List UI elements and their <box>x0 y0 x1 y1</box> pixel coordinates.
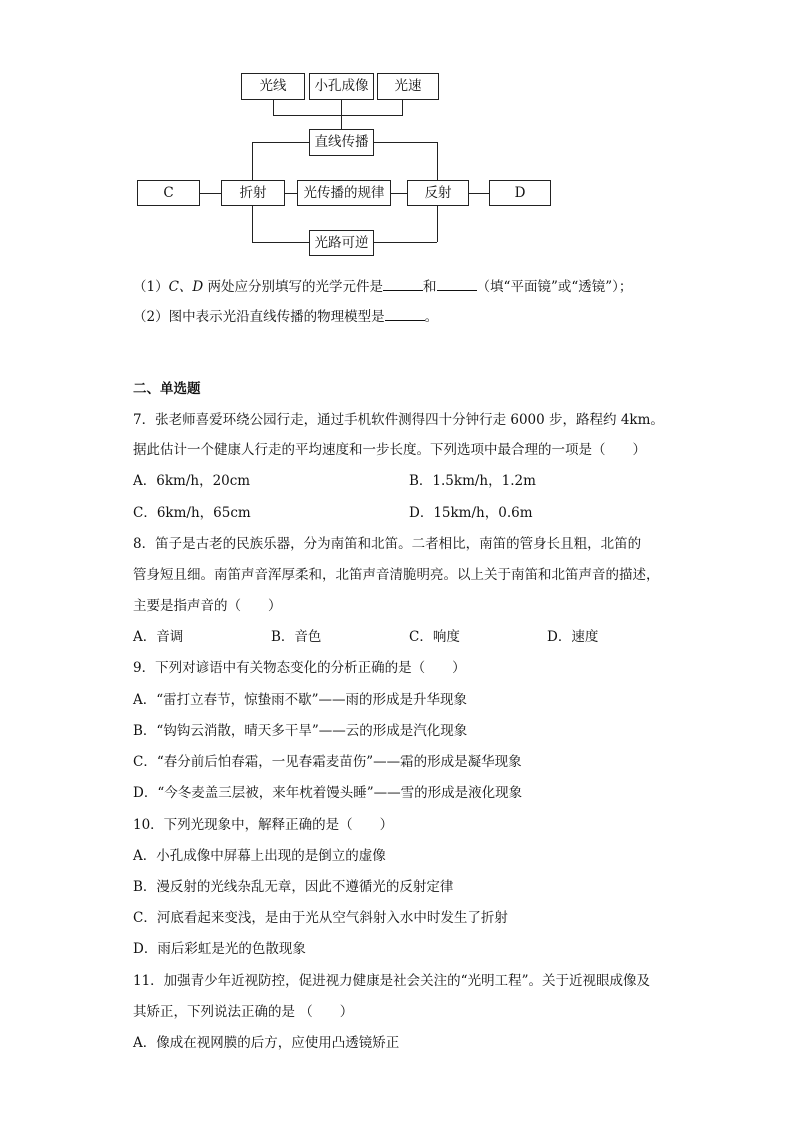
q10-option-a[interactable]: A．小孔成像中屏幕上出现的是倒立的虚像 <box>133 848 386 864</box>
q8-option-c[interactable]: C．响度 <box>409 629 460 645</box>
connector-line <box>469 193 489 194</box>
answer-blank[interactable] <box>437 276 477 291</box>
box-pinhole-imaging: 小孔成像 <box>309 73 374 100</box>
connector-line <box>273 99 274 115</box>
box-light-ray: 光线 <box>241 73 305 100</box>
box-straight-propagation: 直线传播 <box>309 129 374 156</box>
q7-stem-line2: 据此估计一个健康人行走的平均速度和一步长度。下列选项中最合理的一项是（ ） <box>133 442 646 458</box>
q6-sub1-number: （1） <box>133 279 169 295</box>
connector-line <box>285 193 297 194</box>
q8-stem-line3: 主要是指声音的（ ） <box>133 598 282 614</box>
connector-line <box>199 193 221 194</box>
q8-stem-line1: 8．笛子是古老的民族乐器，分为南笛和北笛。二者相比，南笛的管身长且粗，北笛的 <box>133 536 642 552</box>
connector-line <box>252 142 310 143</box>
q8-option-b[interactable]: B．音色 <box>271 629 322 645</box>
q6-sub1-text: 两处应分别填写的光学元件是 <box>203 279 384 295</box>
box-c: C <box>137 180 200 206</box>
q11-option-a[interactable]: A．像成在视网膜的后方，应使用凸透镜矫正 <box>133 1035 400 1051</box>
q6-sub2 <box>133 306 438 327</box>
q6-sub2-text: （2）图中表示光沿直线传播的物理模型是 <box>133 309 385 325</box>
q7-option-a[interactable]: A．6km/h，20cm <box>133 473 251 489</box>
box-reversible-path: 光路可逆 <box>309 230 374 256</box>
q10-option-d[interactable]: D．雨后彩虹是光的色散现象 <box>133 941 306 957</box>
q9-option-c[interactable]: C．“春分前后怕春霜，一见春霜麦苗伤”——霜的形成是凝华现象 <box>133 754 522 770</box>
q6-sub1-and: 和 <box>423 279 437 295</box>
q10-option-b[interactable]: B．漫反射的光线杂乱无章，因此不遵循光的反射定律 <box>133 879 454 895</box>
q8-option-d[interactable]: D．速度 <box>547 629 599 645</box>
box-d: D <box>489 180 551 206</box>
connector-line <box>437 206 438 242</box>
q11-stem-line1: 11．加强青少年近视防控，促进视力健康是社会关注的“光明工程”。关于近视眼成像及 <box>133 973 650 989</box>
connector-line <box>273 115 403 116</box>
q8-stem-line2: 管身短且细。南笛声音浑厚柔和，北笛声音清脆明亮。以上关于南笛和北笛声音的描述， <box>133 567 660 583</box>
q9-option-b[interactable]: B．“钩钩云消散，晴天多干旱”——云的形成是汽化现象 <box>133 723 468 739</box>
connector-line <box>437 142 438 180</box>
connector-line <box>252 242 310 243</box>
q7-option-c[interactable]: C．6km/h，65cm <box>133 505 251 521</box>
q8-option-a[interactable]: A．音调 <box>133 629 184 645</box>
q6-sub1 <box>133 276 632 297</box>
answer-blank[interactable] <box>383 276 423 291</box>
q6-sub1-cd: C、D <box>168 279 204 295</box>
box-propagation-law: 光传播的规律 <box>297 180 391 206</box>
q7-stem-line1: 7．张老师喜爱环绕公园行走，通过手机软件测得四十分钟行走 6000 步，路程约 4km。 <box>133 412 664 428</box>
box-reflection: 反射 <box>407 180 469 206</box>
box-refraction: 折射 <box>221 180 285 206</box>
q7-option-b[interactable]: B．1.5km/h，1.2m <box>409 473 536 489</box>
box-light-speed: 光速 <box>377 73 439 100</box>
connector-line <box>402 99 403 115</box>
connector-line <box>374 142 437 143</box>
connector-line <box>252 206 253 242</box>
answer-blank[interactable] <box>385 306 425 321</box>
q9-option-d[interactable]: D．“今冬麦盖三层被，来年枕着馒头睡”——雪的形成是液化现象 <box>133 785 523 801</box>
connector-line <box>374 242 437 243</box>
section-heading: 二、单选题 <box>133 381 201 397</box>
q10-option-c[interactable]: C．河底看起来变浅，是由于光从空气斜射入水中时发生了折射 <box>133 910 508 926</box>
q11-stem-line2: 其矫正，下列说法正确的是 （ ） <box>133 1004 354 1020</box>
light-propagation-diagram <box>0 0 794 260</box>
q10-stem: 10．下列光现象中，解释正确的是（ ） <box>133 817 394 833</box>
connector-line <box>391 193 407 194</box>
q7-option-d[interactable]: D．15km/h，0.6m <box>409 505 533 521</box>
q9-stem: 9．下列对谚语中有关物态变化的分析正确的是（ ） <box>133 660 466 676</box>
q6-sub1-hint: （填“平面镜”或“透镜”）； <box>476 279 633 295</box>
q6-sub2-end: 。 <box>424 309 439 325</box>
q9-option-a[interactable]: A．“雷打立春节，惊蛰雨不歇”——雨的形成是升华现象 <box>133 692 468 708</box>
connector-line <box>341 100 342 130</box>
connector-line <box>252 142 253 180</box>
